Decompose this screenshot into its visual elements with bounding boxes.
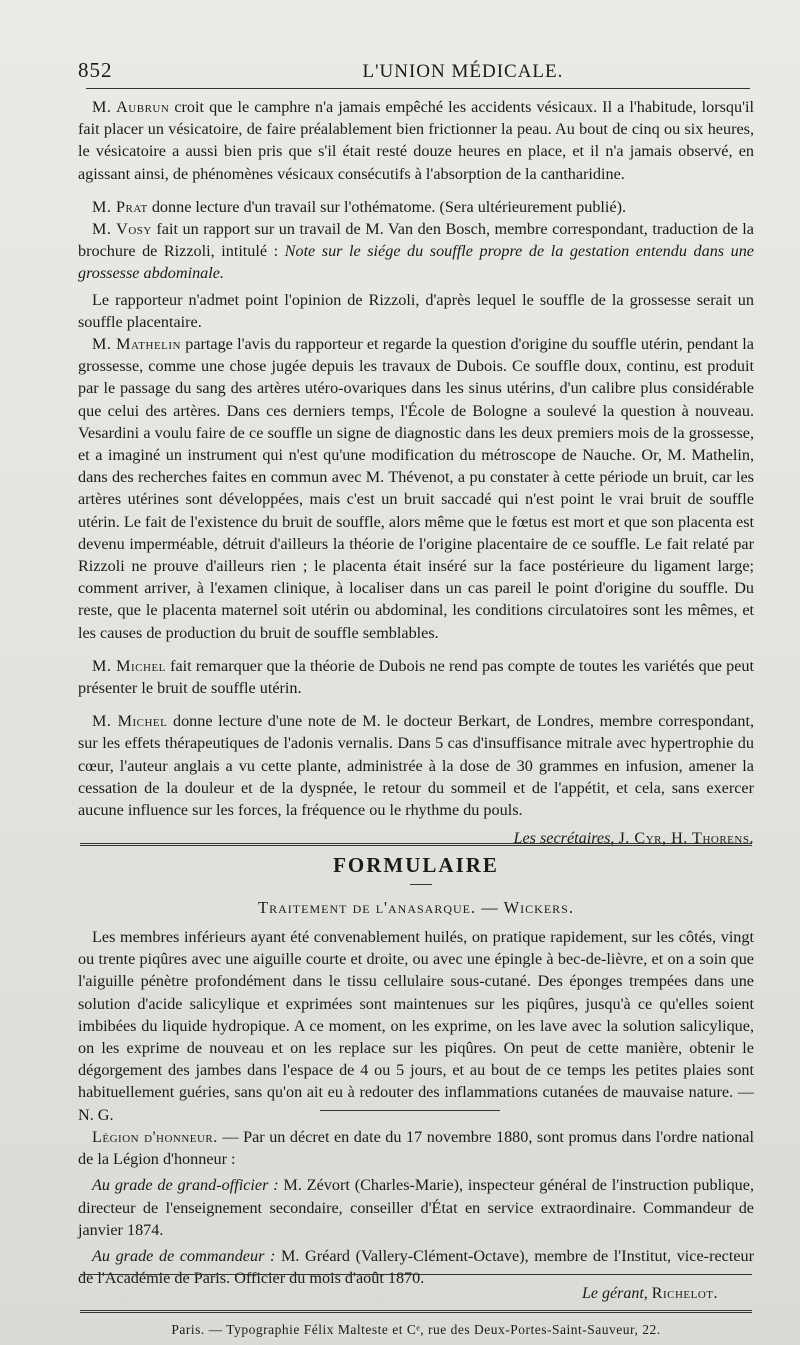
speaker-name: M. Michel [92, 712, 168, 731]
paragraph-aubrun [78, 96, 754, 185]
title-short-rule [410, 884, 432, 885]
formulaire-title: FORMULAIRE [333, 853, 499, 877]
signature-label: Les secrétaires, [513, 829, 615, 848]
section-double-rule [80, 843, 752, 846]
gerant-signature [582, 1285, 718, 1303]
speaker-name: M. Prat [92, 197, 148, 216]
printer-imprint: Paris. — Typographie Félix Malteste et Cᵉ, rue des Deux-Portes-Saint-Sauveur, 22. [171, 1322, 661, 1337]
grade-label: Au grade de grand-officier : [92, 1176, 279, 1195]
paragraph-text: Le rapporteur n'admet point l'opinion de Rizzoli, d'après lequel le souffle de la grossesse serait un souffle placentaire. [78, 290, 754, 331]
legion-heading: Légion d'honneur. [92, 1128, 218, 1146]
page-number: 852 [78, 58, 113, 82]
footer-rule [80, 1310, 752, 1313]
legion-item [78, 1245, 754, 1289]
formulaire-subtitle: Traitement de l'anasarque. — Wickers. [258, 898, 574, 917]
page-header [78, 58, 754, 83]
separator-rule [320, 1110, 500, 1111]
speaker-name: M. Michel [92, 656, 166, 675]
paragraph-text: fait remarquer que la théorie de Dubois ne rend pas compte de toutes les variétés que peut présenter le bruit de souffle utérin. [78, 656, 754, 698]
header-rule [86, 88, 750, 89]
secretaries-signature [78, 827, 754, 849]
paragraph-michel-2 [78, 710, 754, 821]
paragraph-rapporteur [78, 289, 754, 333]
paragraph-text: croit que le camphre n'a jamais empêché les accidents vésicaux. Il a l'habitude, lorsqu'il fait placer un vésicatoire, de faire préalablement bien frictionner la peau. Au bout de cinq ou six heures, le vésicatoire a aussi bien pris que s'il était resté douze heures en place, et il n'a jamais observé, en agissant ainsi, de phénomènes vésicaux consécutifs à l'absorption de la cantharidine. [78, 98, 754, 183]
legion-item-text: M. Gréard (Vallery-Clément-Octave), membre de l'Institut, vice-recteur de l'Académie de Paris. Officier du mois d'août 1870. [78, 1247, 754, 1288]
grade-label: Au grade de commandeur : [92, 1247, 276, 1266]
minutes-section [78, 96, 754, 850]
legion-section [78, 1126, 754, 1289]
bottom-rule [80, 1274, 752, 1275]
legion-intro [78, 1126, 754, 1170]
formulaire-body: Les membres inférieurs ayant été convenablement huilés, on pratique rapidement, sur les côtés, vingt ou trente piqûres avec une aiguille courte et droite, ou avec une épingle à bec-de-lièvre, et on a soin que l'aiguille pénètre profondément dans le tissu cellulaire sous-cutané. Des éponges trempées dans une solution d'acide salicylique et exprimées sont maintenues sur les piqûres, jusqu'à ce qu'elles soient imbibées du liquide hydropique. A ce moment, on les exprime, on les lave avec la solution salicylique, on les exprime de nouveau et on les replace sur les piqûres. On peut de cette manière, obtenir le dégorgement des jambes dans l'espace de 4 ou 5 jours, et au bout de ce temps les petites plaies sont habituellement guéries, sans qu'on ait eu à redouter des inflammations cutanées de mauvaise nature. — N. G. [78, 928, 754, 1124]
running-title: L'UNION MÉDICALE. [362, 61, 564, 82]
paragraph-text: donne lecture d'une note de M. le docteur Berkart, de Londres, membre correspondant, sur les effets thérapeutiques de l'adonis vernalis. Dans 5 cas d'insuffisance mitrale avec hypertrophie du cœur, l'auteur anglais a vu cette plante, administrée à la dose de 30 grammes en infusion, amener la cessation de la douleur et de la dyspnée, le retour du sommeil et de l'appétit, et cela, sans exercer aucune influence sur les forces, la fréquence ou le rhythme du pouls. [78, 712, 754, 820]
brochure-title: Note sur le siége du souffle propre de la gestation entendu dans une grossesse abdominale. [78, 242, 754, 283]
speaker-name: M. Mathelin [92, 335, 181, 354]
gerant-name: Richelot. [651, 1285, 718, 1302]
paragraph-prat [78, 196, 754, 218]
legion-item-text: M. Zévort (Charles-Marie), inspecteur général de l'instruction publique, directeur de l'enseignement secondaire, conseiller d'État en service extraordinaire. Commandeur de janvier 1874. [78, 1176, 754, 1239]
paragraph-text: fait un rapport sur un travail de M. Van den Bosch, membre correspondant, traduction de la brochure de Rizzoli, intitulé : [78, 220, 754, 261]
formulaire-section [78, 926, 754, 1126]
speaker-name: M. Vosy [92, 220, 152, 239]
speaker-name: M. Aubrun [92, 98, 170, 116]
gerant-label: Le gérant, [582, 1285, 648, 1302]
paragraph-text: partage l'avis du rapporteur et regarde la question d'origine du souffle utérin, pendant la grossesse, comme une chose jugée depuis les travaux de Dubois. Ce souffle doux, continu, est produit par le passage du sang des artères utéro-ovariques dans les sinus utérins, d'un calibre plus considérable que celui des artères. Dans ces derniers temps, l'École de Bologne a soulevé la question à nouveau. Vesardini a voulu faire de ce souffle un signe de diagnostic dans les deux premiers mois de la grossesse, et a imaginé un instrument qui n'est qu'une modification du métroscope de Nauche. Or, M. Mathelin, dans des recherches faites en commun avec M. Thévenot, a pu constater à cette période un bruit, car les artères utérines sont développées, mais c'est un bruit saccadé qui n'est point le vrai bruit de souffle utérin. Le fait de l'existence du bruit de souffle, alors même que le fœtus est mort et que son placenta est devenu imperméable, détruit d'ailleurs la théorie de l'origine placentaire de ce souffle. Le fait relaté par Rizzoli ne prouve d'ailleurs rien ; le placenta était inséré sur la face postérieure du ligament large; comment arriver, à l'examen clinique, à localiser dans un cas pareil le point d'origine du souffle. Du reste, que le placenta maternel soit utérin ou abdominal, les conditions circulatoires sont les mêmes, et les causes de production du bruit de souffle semblables. [78, 335, 754, 642]
legion-item [78, 1174, 754, 1241]
signature-names: J. Cyr, H. Thorens. [618, 829, 754, 848]
paragraph-vosy [78, 218, 754, 285]
legion-intro-text: — Par un décret en date du 17 novembre 1880, sont promus dans l'ordre national de la Légion d'honneur : [78, 1128, 754, 1169]
paragraph-text: donne lecture d'un travail sur l'othématome. (Sera ultérieurement publié). [147, 197, 627, 216]
paragraph-michel-1 [78, 655, 754, 699]
paragraph-mathelin [78, 333, 754, 644]
